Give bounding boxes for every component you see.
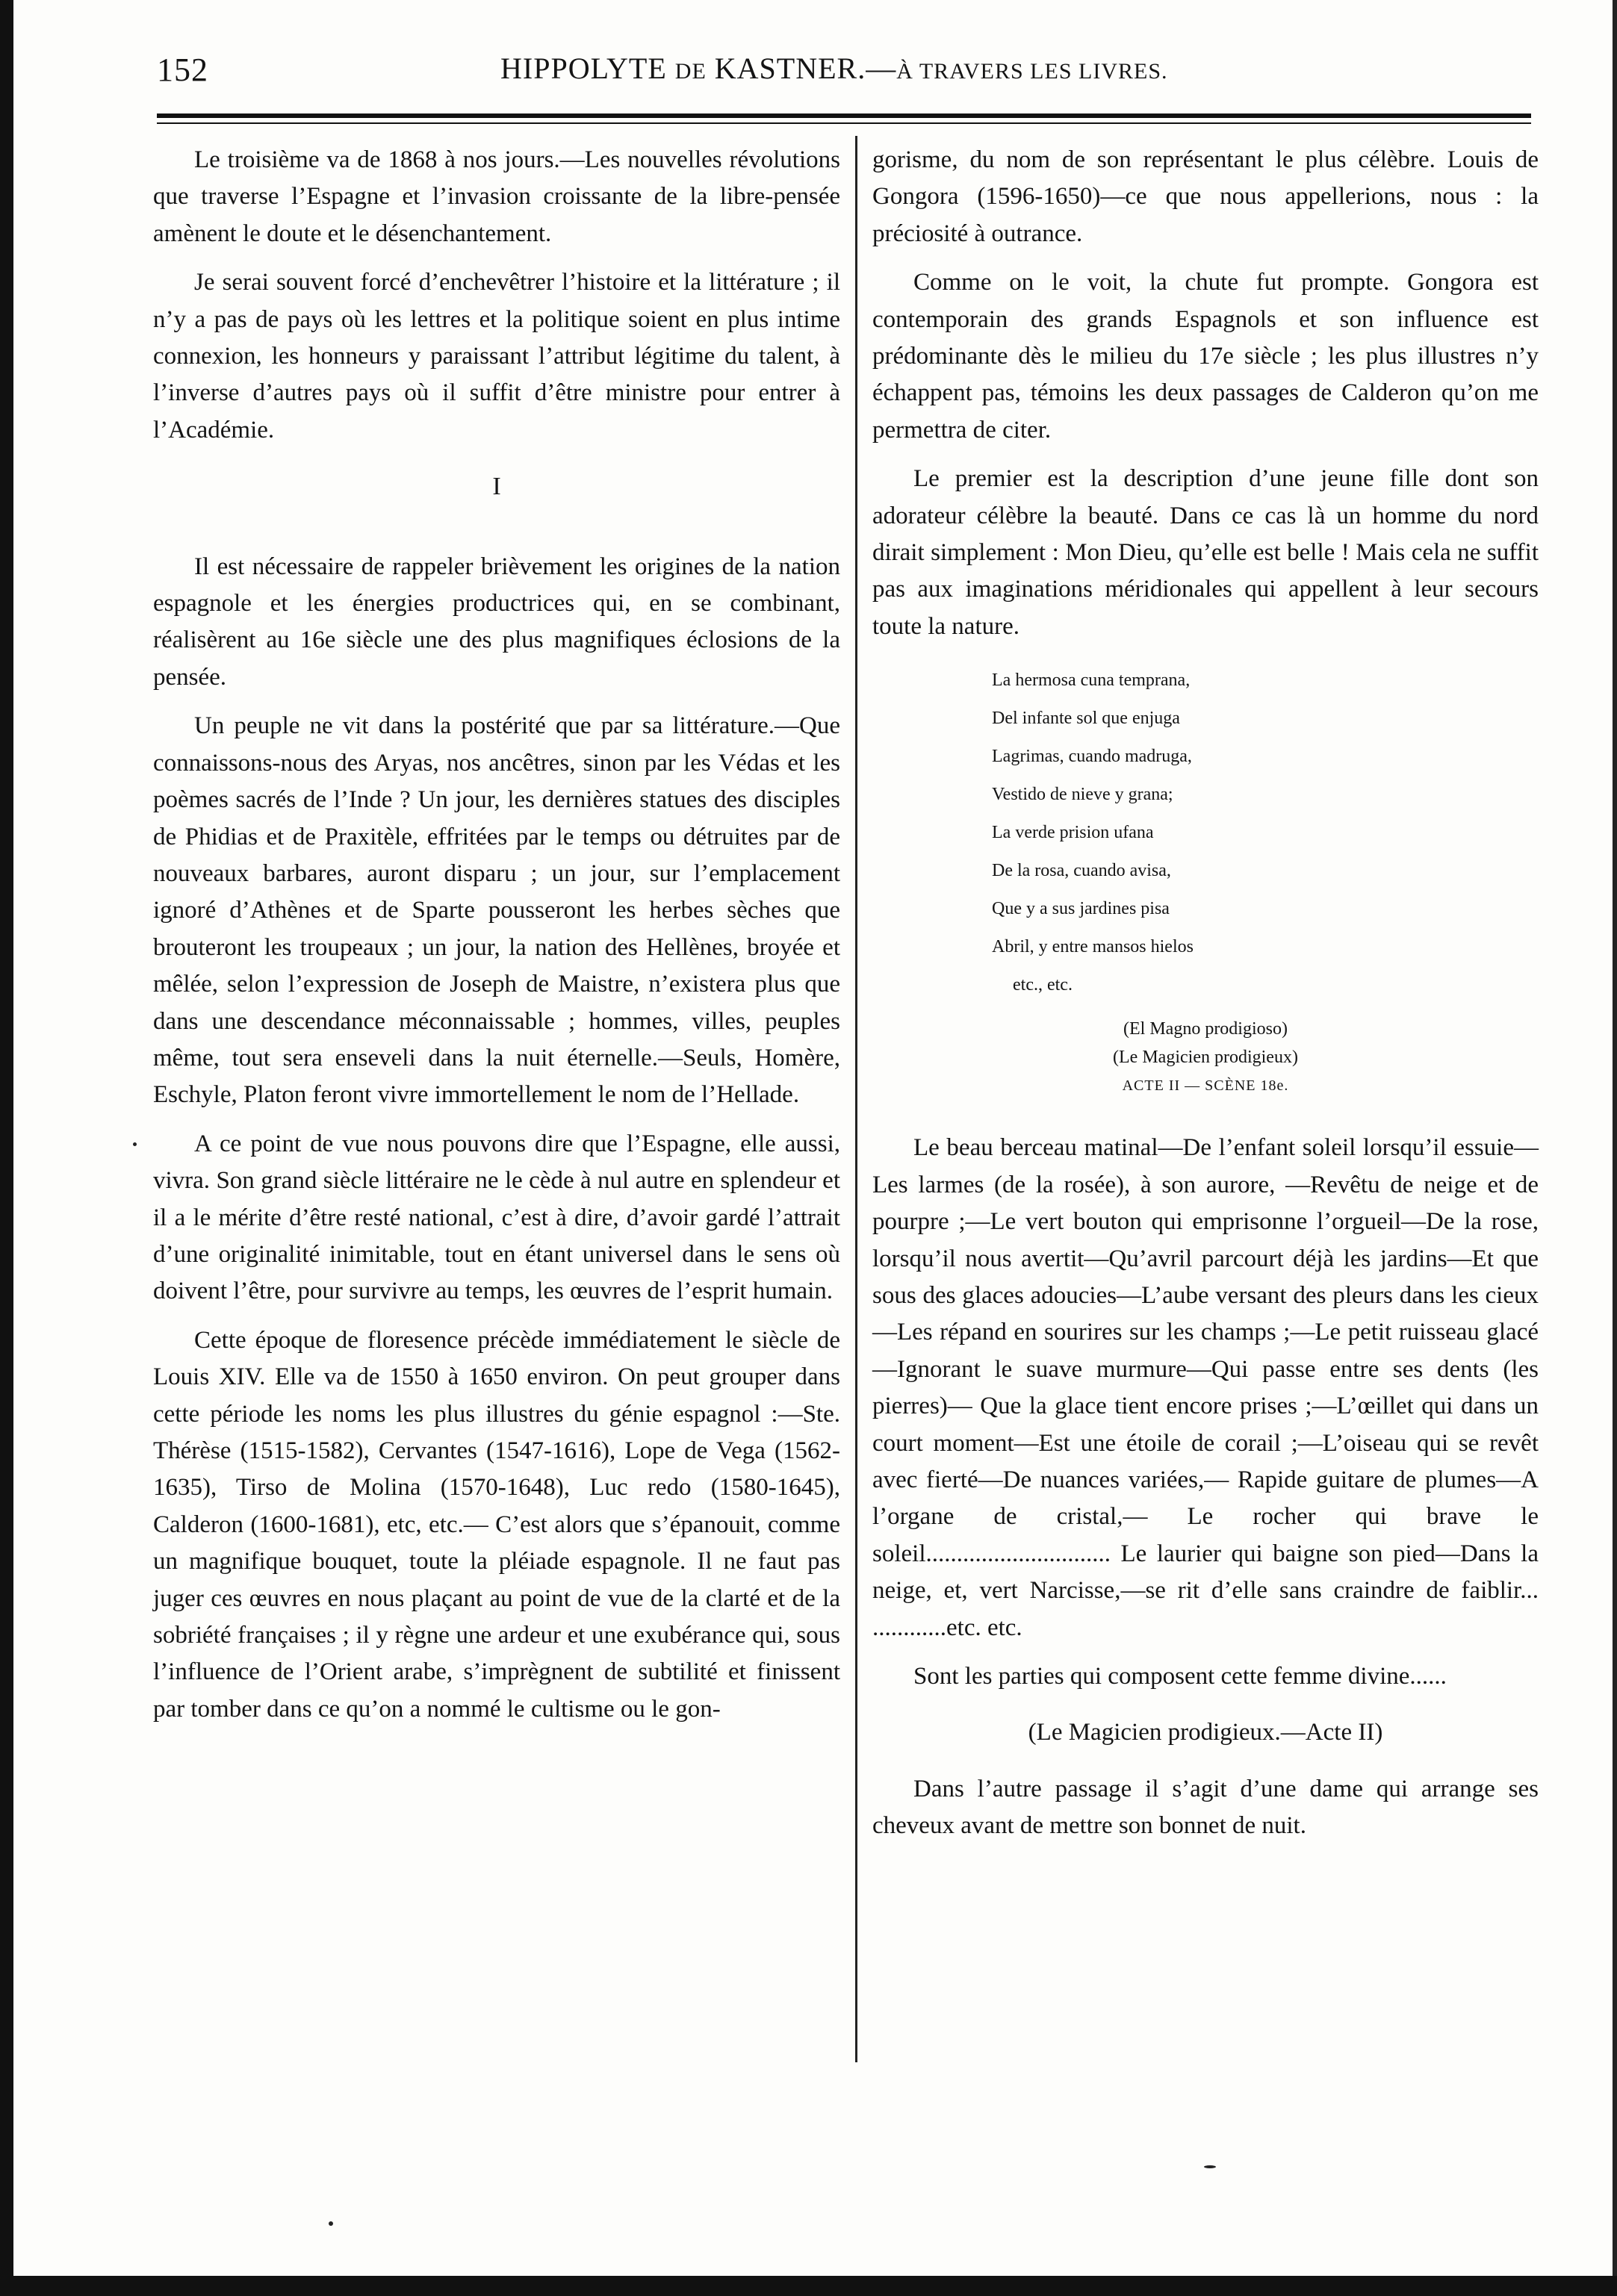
paragraph: Sont les parties qui composent cette femme divine...... <box>913 1662 1447 1690</box>
verse-line: Que y a sus jardines pisa <box>992 899 1170 919</box>
page-number: 152 <box>157 52 208 88</box>
verse-line: Lagrimas, cuando madruga, <box>992 747 1192 767</box>
scan-bottom-border <box>0 2276 1617 2296</box>
verse-line: De la rosa, cuando avisa, <box>992 861 1171 881</box>
header-rule-thin <box>157 122 1531 124</box>
paragraph-continued: gorisme, du nom de son représentant le plus célèbre. Louis de Gongora (1596-1650)—ce que nous appellerions, nous : la préciosité à outrance. <box>872 146 1539 247</box>
paragraph: Le premier est la description d’une jeune fille dont son adorateur célèbre la beauté. Dans ce cas là un homme du nord dirait simplement : Mon Dieu, qu’elle est belle ! Mais cela ne suffit pas aux imaginations méridionales qui appellent à leur secours toute la nature. <box>872 465 1539 640</box>
scan-speck <box>329 2221 333 2226</box>
paragraph: Dans l’autre passage il s’agit d’une dame qui arrange ses cheveux avant de mettre son bonnet de nuit. <box>872 1775 1539 1840</box>
header-rule-thick <box>157 113 1531 118</box>
paragraph: Cette époque de floresence précède immédiatement le siècle de Louis XIV. Elle va de 1550 à 1650 environ. On peut grouper dans cette période les noms les plus illustres du génie espagnol :—Ste. Thérèse (1515-1582), Cervantes (1547-1616), Lope de Vega (1562-1635), Tirso de Molina (1570-1648), Luc redo (1580-1645), Calderon (1600-1681), etc, etc.— C’est alors que s’épanouit, comme un magnifique bouquet, toute la pléiade espagnole. Il ne faut pas juger ces œuvres en nous plaçant au point de vue de la clarté et de la sobriété françaises ; il y règne une ardeur et une exubérance qui, sous l’influence de l’Orient arabe, s’imprègnent de subtilité et finissent par tomber dans ce qu’on a nommé le cultisme ou le gon- <box>153 1326 840 1723</box>
scan-speck <box>133 1142 137 1146</box>
paragraph: Un peuple ne vit dans la postérité que par sa littérature.—Que connaissons-nous des Aryas, nos ancêtres, sinon par les Védas et les poèmes sacrés de l’Inde ? Un jour, les dernières statues des disciples de Phidias et de Praxitèle, effritées par le temps ou détruites par de nouveaux barbares, auront disparu ; un jour, sur l’emplacement ignoré d’Athènes et de Sparte pousseront les herbes sèches que brouteront les troupeaux ; un jour, la nation des Hellènes, broyée et mêlée, selon l’expression de Joseph de Maistre, n’existera plus que dans une descendance méconnaissable ; hommes, villes, peuples même, tout sera enseveli dans la nuit éternelle.—Seuls, Homère, Eschyle, Platon feront vivre immortellement le nom de l’Hellade. <box>153 712 840 1109</box>
scan-left-border <box>0 0 13 2296</box>
running-title-author: HIPPOLYTE <box>500 52 667 85</box>
source-translation: (Le Magicien prodigieux) <box>1113 1048 1298 1068</box>
paragraph: Je serai souvent forcé d’enchevêtrer l’histoire et la littérature ; il n’y a pas de pays où les lettres et la politique soient en plus intime connexion, les honneurs y paraissant l’attribut légitime du talent, à l’inverse d’autres pays où il suffit d’être ministre pour entrer à l’Académie. <box>153 269 840 444</box>
right-column <box>872 142 1539 1857</box>
paragraph: Il est nécessaire de rappeler brièvement les origines de la nation espagnole et les énergies productrices qui, en se combinant, réalisèrent au 16e siècle une des plus magnifiques éclosions de la pensée. <box>153 553 840 691</box>
verse-source <box>872 1015 1539 1100</box>
verse-line: Abril, y entre mansos hielos <box>992 937 1194 957</box>
running-title-surname: KASTNER.— <box>714 52 897 85</box>
verse-line: La hermosa cuna temprana, <box>992 671 1191 691</box>
attribution: (Le Magicien prodigieux.—Acte II) <box>1028 1719 1383 1746</box>
left-column <box>153 142 840 1740</box>
page-header <box>157 51 1531 96</box>
paragraph-translation: Le beau berceau matinal—De l’enfant soleil lorsqu’il essuie—Les larmes (de la rosée), à son aurore, —Revêtu de neige et de pourpre ;—Le vert bouton qui emprisonne l’orgueil—De la rose, lorsqu’il nous avertit—Qu’avril parcourt déjà les jardins—Et que sous des glaces adoucies—L’aube versant des pleurs dans les cieux—Les répand en sourires sur les champs ;—Le petit ruisseau glacé—Ignorant le suave murmure—Qui passe entre ses dents (les pierres)— Que la glace tient encore prises ;—L’œillet qui dans un court moment—Est une étoile de corail ;—L’oiseau qui se revêt avec fierté—De nuances variées,— Rapide guitare de plumes—A l’organe de cristal,— Le rocher qui brave le soleil.............................. Le laurier qui baigne son pied—Dans la neige, et, vert Narcisse,—se rit d’elle sans craindre de faiblir... ............etc. etc. <box>872 1134 1539 1641</box>
paragraph: Le troisième va de 1868 à nos jours.—Les nouvelles révolutions que traverse l’Espagne et l’invasion croissante de la libre-pensée amènent le doute et le désenchantement. <box>153 146 840 247</box>
scan-right-border <box>1613 0 1617 2296</box>
verse-line: Vestido de nieve y grana; <box>992 785 1173 805</box>
source-title: (El Magno prodigioso) <box>1123 1019 1288 1039</box>
running-title-particle: DE <box>674 59 707 84</box>
verse-line-etc: etc., etc. <box>1013 975 1073 995</box>
source-act: ACTE II — SCÈNE 18e. <box>1122 1077 1289 1095</box>
verse-line: La verde prision ufana <box>992 823 1154 843</box>
section-number: I <box>492 473 501 501</box>
spanish-verse-quote <box>992 662 1539 1004</box>
verse-line: Del infante sol que enjuga <box>992 709 1180 729</box>
column-divider <box>855 136 857 2062</box>
scan-speck <box>1204 2165 1216 2168</box>
paragraph: A ce point de vue nous pouvons dire que l’Espagne, elle aussi, vivra. Son grand siècle littéraire ne le cède à nul autre en splendeur et il a le mérite d’être resté national, c’est à dire, d’avoir gardé l’attrait d’une originalité inimitable, tout en étant universel dans le sens où doivent l’être, pour survivre au temps, les œuvres de l’esprit humain. <box>153 1130 840 1305</box>
running-title-subtitle: À TRAVERS LES LIVRES. <box>896 59 1168 84</box>
running-title <box>500 51 1168 86</box>
paragraph: Comme on le voit, la chute fut prompte. Gongora est contemporain des grands Espagnols et son influence est prédominante dès le milieu du 17e siècle ; les plus illustres n’y échappent pas, témoins les deux passages de Calderon qu’on me permettra de citer. <box>872 269 1539 444</box>
